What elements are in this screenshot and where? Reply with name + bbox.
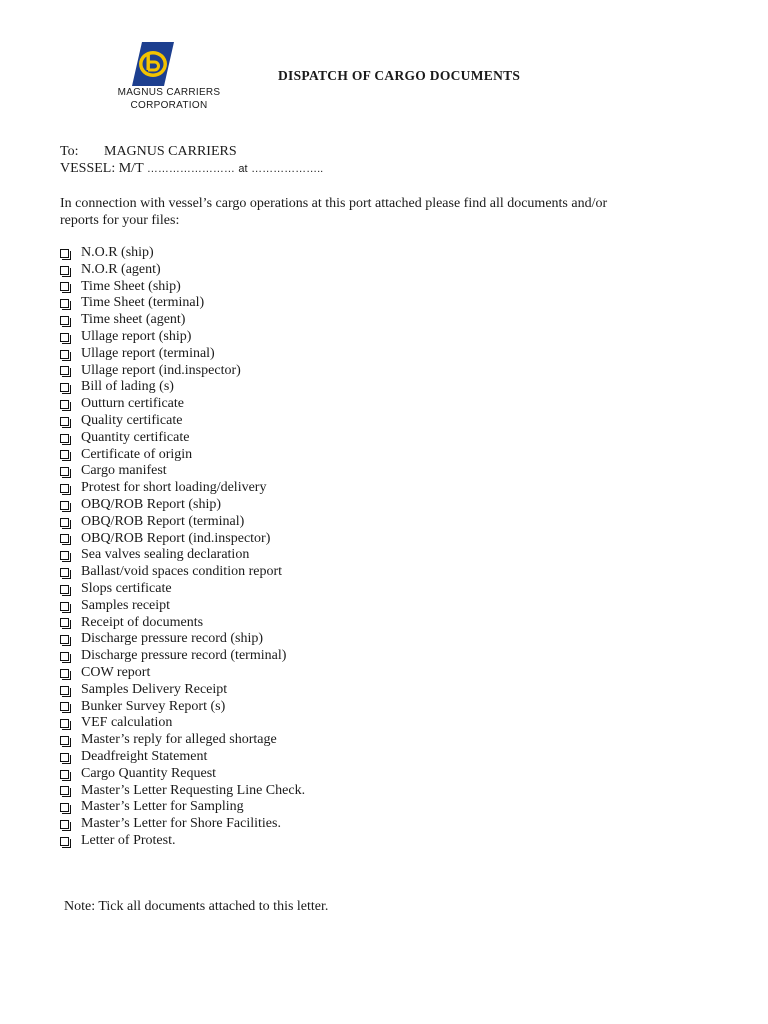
checkbox[interactable]: [60, 450, 69, 459]
checklist-item-label: OBQ/ROB Report (ind.inspector): [81, 530, 271, 546]
checkbox[interactable]: [60, 266, 69, 275]
company-name-line2: CORPORATION: [130, 100, 208, 111]
checklist-item: [60, 262, 305, 279]
checkbox[interactable]: [60, 602, 69, 611]
checklist-item-label: Samples receipt: [81, 597, 171, 613]
checklist-item-label: OBQ/ROB Report (ship): [81, 496, 221, 512]
checklist-item: [60, 581, 305, 598]
checklist-item: [60, 514, 305, 531]
page-title: DISPATCH OF CARGO DOCUMENTS: [278, 68, 521, 83]
checklist-item-label: Outturn certificate: [81, 396, 185, 412]
checklist-item: [60, 346, 305, 363]
checklist-item-label: Quantity certificate: [81, 429, 190, 445]
checklist-item-label: Bunker Survey Report (s): [81, 698, 226, 714]
checkbox[interactable]: [60, 501, 69, 510]
checklist-item-label: Sea valves sealing declaration: [81, 547, 250, 563]
checklist-item: [60, 564, 305, 581]
checkbox[interactable]: [60, 568, 69, 577]
checklist-item: [60, 279, 305, 296]
checklist-item: [60, 245, 305, 262]
checklist-item-label: Discharge pressure record (ship): [81, 631, 264, 647]
checkbox[interactable]: [60, 719, 69, 728]
checkbox[interactable]: [60, 333, 69, 342]
vessel-label: VESSEL: M/T: [60, 161, 144, 176]
checkbox[interactable]: [60, 652, 69, 661]
checklist-item-label: Cargo Quantity Request: [81, 765, 217, 781]
checkbox[interactable]: [60, 837, 69, 846]
checklist-item-label: Quality certificate: [81, 412, 183, 428]
checklist-item-label: Ullage report (ship): [81, 328, 192, 344]
checkbox[interactable]: [60, 803, 69, 812]
checklist-item: [60, 799, 305, 816]
checklist-item: [60, 463, 305, 480]
checkbox[interactable]: [60, 786, 69, 795]
checkbox[interactable]: [60, 467, 69, 476]
checkbox[interactable]: [60, 635, 69, 644]
checklist-item: [60, 833, 305, 850]
checkbox[interactable]: [60, 249, 69, 258]
checklist-item: [60, 648, 305, 665]
checkbox[interactable]: [60, 753, 69, 762]
checklist-item-label: VEF calculation: [81, 715, 173, 731]
company-name: [100, 86, 238, 112]
checkbox[interactable]: [60, 282, 69, 291]
checklist-item: [60, 749, 305, 766]
checklist-item: [60, 363, 305, 380]
checklist-item: [60, 312, 305, 329]
checkbox[interactable]: [60, 434, 69, 443]
checklist-item-label: Master’s Letter Requesting Line Check.: [81, 782, 306, 798]
footer-note: Note: Tick all documents attached to this letter.: [64, 899, 329, 914]
checklist-item-label: Ullage report (ind.inspector): [81, 362, 241, 378]
recipient-line: [60, 144, 237, 160]
checkbox[interactable]: [60, 820, 69, 829]
checklist-item: [60, 631, 305, 648]
checklist-item-label: Master’s Letter for Shore Facilities.: [81, 816, 281, 832]
checklist-item: [60, 816, 305, 833]
checkbox[interactable]: [60, 350, 69, 359]
checkbox[interactable]: [60, 383, 69, 392]
checkbox[interactable]: [60, 618, 69, 627]
checklist-item: [60, 766, 305, 783]
checklist-item-label: Slops certificate: [81, 580, 172, 596]
checklist-item-label: Samples Delivery Receipt: [81, 681, 228, 697]
checkbox[interactable]: [60, 585, 69, 594]
checkbox[interactable]: [60, 518, 69, 527]
checklist-item-label: Time sheet (agent): [81, 312, 186, 328]
checklist-item-label: Bill of lading (s): [81, 379, 174, 395]
checklist-item: [60, 497, 305, 514]
vessel-line: [60, 161, 323, 177]
vessel-port-blank: ………………..: [251, 163, 324, 175]
checklist-item: [60, 329, 305, 346]
checkbox[interactable]: [60, 551, 69, 560]
checkbox[interactable]: [60, 400, 69, 409]
checklist-item: [60, 480, 305, 497]
checklist-item-label: Certificate of origin: [81, 446, 193, 462]
checklist-item-label: Discharge pressure record (terminal): [81, 648, 287, 664]
recipient-label: To:: [60, 144, 79, 159]
checklist-item-label: Time Sheet (ship): [81, 278, 181, 294]
checklist-item-label: N.O.R (ship): [81, 245, 154, 260]
checkbox[interactable]: [60, 299, 69, 308]
vessel-at-label: at: [238, 163, 248, 175]
checklist-item: [60, 447, 305, 464]
checklist-item-label: Ballast/void spaces condition report: [81, 564, 283, 580]
vessel-name-blank: ……………………: [146, 163, 235, 175]
checklist-item-label: Time Sheet (terminal): [81, 295, 205, 311]
checkbox[interactable]: [60, 417, 69, 426]
checkbox[interactable]: [60, 484, 69, 493]
checklist-item-label: COW report: [81, 664, 151, 680]
checklist-item: [60, 665, 305, 682]
checklist-item: [60, 682, 305, 699]
checkbox[interactable]: [60, 316, 69, 325]
checkbox[interactable]: [60, 366, 69, 375]
checklist-item: [60, 699, 305, 716]
checklist-item: [60, 413, 305, 430]
checkbox[interactable]: [60, 534, 69, 543]
checklist-item: [60, 396, 305, 413]
checklist-item-label: Ullage report (terminal): [81, 345, 215, 361]
checklist-item-label: N.O.R (agent): [81, 261, 161, 277]
checklist-item: [60, 598, 305, 615]
checkbox[interactable]: [60, 736, 69, 745]
checklist-item-label: Master’s Letter for Sampling: [81, 799, 244, 815]
company-name-line1: MAGNUS CARRIERS: [117, 87, 221, 98]
intro-paragraph: In connection with vessel’s cargo operations at this port attached please find all documents and/or reports for your files:: [60, 196, 608, 228]
checklist-item: [60, 379, 305, 396]
checklist-item: [60, 715, 305, 732]
checklist-item-label: Cargo manifest: [81, 463, 167, 479]
checklist-item: [60, 732, 305, 749]
checklist-item-label: Master’s reply for alleged shortage: [81, 732, 277, 748]
checklist-item-label: Protest for short loading/delivery: [81, 480, 267, 496]
checklist-item-label: OBQ/ROB Report (terminal): [81, 513, 245, 529]
checkbox[interactable]: [60, 702, 69, 711]
checklist-item-label: Receipt of documents: [81, 614, 204, 630]
magnus-carriers-logo-icon: [132, 42, 174, 86]
checklist-item-label: Letter of Protest.: [81, 832, 176, 848]
checkbox[interactable]: [60, 686, 69, 695]
checklist-item: [60, 531, 305, 548]
checklist-item: [60, 615, 305, 632]
checklist-item: [60, 547, 305, 564]
checklist-item: [60, 295, 305, 312]
checkbox[interactable]: [60, 770, 69, 779]
checklist-item: [60, 783, 305, 800]
checkbox[interactable]: [60, 669, 69, 678]
document-checklist: [60, 245, 305, 850]
recipient-value: MAGNUS CARRIERS: [104, 144, 237, 159]
checklist-item: [60, 430, 305, 447]
checklist-item-label: Deadfreight Statement: [81, 748, 208, 764]
